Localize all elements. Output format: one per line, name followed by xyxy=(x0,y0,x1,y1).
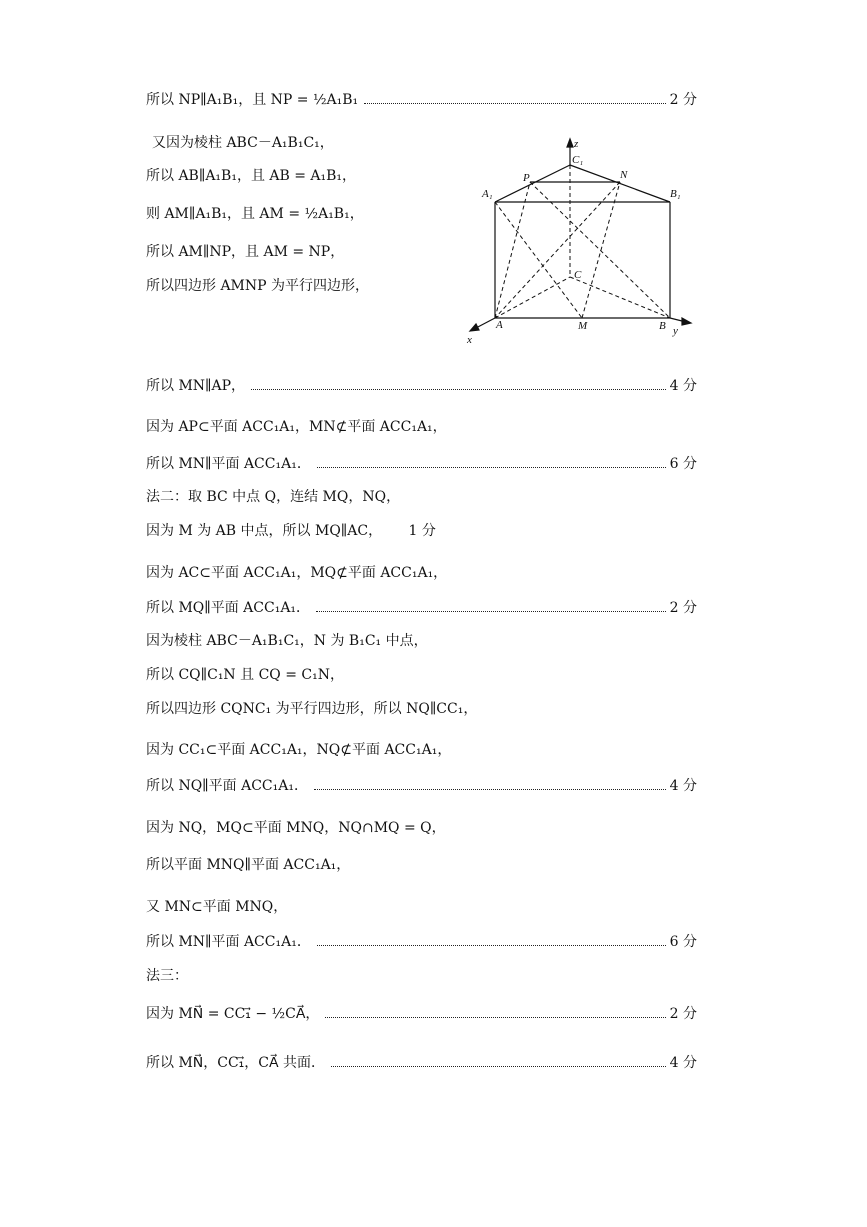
score-mark: 4 分 xyxy=(669,378,697,394)
proof-text: 因为 M 为 AB 中点，所以 MQ∥AC， xyxy=(146,523,383,539)
proof-line-11 xyxy=(146,522,436,540)
score-mark: 4 分 xyxy=(669,1055,697,1071)
score-mark: 2 分 xyxy=(669,92,697,108)
hidden-segment-a1-m xyxy=(495,202,582,318)
leader-dots xyxy=(317,467,666,468)
proof-line-4: 则 AM∥A₁B₁，且 AM = ½A₁B₁， xyxy=(146,206,364,222)
label-x: x xyxy=(467,334,472,345)
label-c1: C₁ xyxy=(572,154,584,166)
proof-line-17: 因为 CC₁⊂平面 ACC₁A₁，NQ⊄平面 ACC₁A₁， xyxy=(146,742,452,758)
proof-text: 所以 MN∥AP， xyxy=(146,378,246,394)
proof-line-16: 所以四边形 CQNC₁ 为平行四边形，所以 NQ∥CC₁， xyxy=(146,701,478,717)
proof-line-15: 所以 CQ∥C₁N 且 CQ = C₁N， xyxy=(146,667,344,683)
proof-line-22 xyxy=(146,933,697,951)
proof-line-1 xyxy=(146,91,697,109)
method-two-heading: 法二：取 BC 中点 Q，连结 MQ，NQ， xyxy=(146,489,401,505)
label-z: z xyxy=(574,138,579,150)
label-p: P xyxy=(523,172,530,184)
proof-text: 所以 MN⃗，CC₁⃗，CA⃗ 共面． xyxy=(146,1055,326,1071)
leader-dots xyxy=(317,945,666,946)
proof-text: 所以 NQ∥平面 ACC₁A₁． xyxy=(146,778,308,794)
label-y: y xyxy=(673,325,678,337)
proof-line-9 xyxy=(146,455,697,473)
proof-line-14: 因为棱柱 ABC－A₁B₁C₁，N 为 B₁C₁ 中点， xyxy=(146,633,428,649)
proof-line-7 xyxy=(146,377,697,395)
proof-text: 所以 NP∥A₁B₁，且 NP = ½A₁B₁ xyxy=(146,92,359,108)
leader-dots xyxy=(325,1017,665,1018)
y-arrow-icon xyxy=(682,318,691,325)
score-mark: 2 分 xyxy=(669,600,697,616)
score-mark: 4 分 xyxy=(669,778,697,794)
proof-line-19: 因为 NQ，MQ⊂平面 MNQ，NQ∩MQ = Q， xyxy=(146,820,446,836)
label-n: N xyxy=(620,169,628,181)
proof-text: 所以 MN∥平面 ACC₁A₁． xyxy=(146,456,311,472)
label-b1: B₁ xyxy=(670,188,681,200)
proof-line-21: 又 MN⊂平面 MNQ， xyxy=(146,899,288,915)
z-arrow-icon xyxy=(567,139,573,147)
score-mark: 6 分 xyxy=(669,934,697,950)
hidden-edge-a-c xyxy=(495,277,570,318)
proof-text: 因为 MN⃗ = CC₁⃗ − ½CA⃗， xyxy=(146,1006,320,1022)
leader-dots xyxy=(364,103,665,104)
hidden-edge-c-b xyxy=(570,277,670,318)
proof-line-6: 所以四边形 AMNP 为平行四边形， xyxy=(146,278,370,294)
score-mark: 2 分 xyxy=(669,1006,697,1022)
leader-dots xyxy=(251,389,666,390)
score-mark: 1 分 xyxy=(408,523,436,539)
edge-a1-c1 xyxy=(495,165,570,202)
label-a: A xyxy=(496,319,503,331)
label-b: B xyxy=(659,320,666,332)
label-m: M xyxy=(578,320,588,332)
prism-figure xyxy=(460,135,700,345)
proof-line-25 xyxy=(146,1054,697,1072)
proof-line-12: 因为 AC⊂平面 ACC₁A₁，MQ⊄平面 ACC₁A₁， xyxy=(146,565,448,581)
proof-text: 所以 MN∥平面 ACC₁A₁． xyxy=(146,934,311,950)
proof-line-8: 因为 AP⊂平面 ACC₁A₁，MN⊄平面 ACC₁A₁， xyxy=(146,419,447,435)
proof-text: 所以 MQ∥平面 ACC₁A₁． xyxy=(146,600,311,616)
leader-dots xyxy=(331,1066,666,1067)
proof-line-13 xyxy=(146,599,697,617)
proof-line-2: 又因为棱柱 ABC－A₁B₁C₁， xyxy=(152,135,334,151)
method-three-heading: 法三： xyxy=(146,968,188,984)
proof-line-5: 所以 AM∥NP，且 AM = NP， xyxy=(146,244,345,260)
x-arrow-icon xyxy=(470,324,479,331)
proof-line-18 xyxy=(146,777,697,795)
label-c: C xyxy=(574,269,582,281)
leader-dots xyxy=(314,789,666,790)
proof-line-24 xyxy=(146,1005,697,1023)
label-a1: A₁ xyxy=(482,188,493,200)
leader-dots xyxy=(316,611,666,612)
proof-line-3: 所以 AB∥A₁B₁，且 AB = A₁B₁， xyxy=(146,168,357,184)
proof-line-20: 所以平面 MNQ∥平面 ACC₁A₁， xyxy=(146,857,351,873)
score-mark: 6 分 xyxy=(669,456,697,472)
